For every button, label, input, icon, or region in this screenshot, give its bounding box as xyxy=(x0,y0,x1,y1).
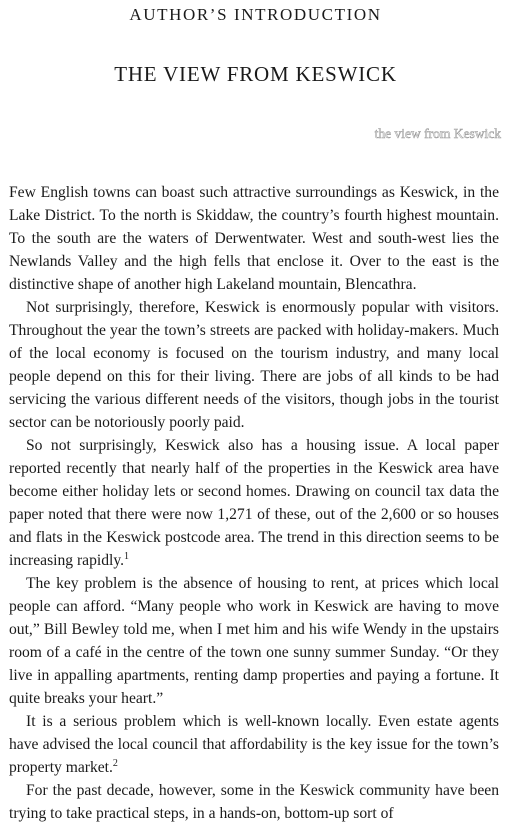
paragraph xyxy=(9,572,499,710)
paragraph-text: The key problem is the absence of housing to rent, at prices which local people can afford. “Many people who work in Keswick are having to move out,” Bill Bewley told me, when I met him and his wife Wendy in the upstairs room of a café in the centre of the town one sunny summer Sunday. “Or they live in appalling apartments, renting damp properties and paying a fortune. It quite breaks your heart.” xyxy=(9,575,499,707)
paragraph xyxy=(9,181,499,296)
chapter-title: THE VIEW FROM KESWICK xyxy=(114,62,397,86)
paragraph-text: It is a serious problem which is well-known locally. Even estate agents have advised the local council that affordability is the key issue for the town’s property market. xyxy=(9,713,499,776)
paragraph-text: So not surprisingly, Keswick also has a housing issue. A local paper reported recently that nearly half of the properties in the Keswick area have become either holiday lets or second homes. Drawing on council tax data the paper noted that there were now 1,271 of these, out of the 2,600 or so houses and flats in the Keswick postcode area. The trend in this direction seems to be increasing rapidly. xyxy=(9,437,499,569)
paragraph-text: Not surprisingly, therefore, Keswick is enormously popular with visitors. Throughout the year the town’s streets are packed with holiday-makers. Much of the local economy is focused on the tourism industry, and many local people depend on this for their living. There are jobs of all kinds to be had servicing the various different needs of the visitors, though jobs in the tourist sector can be notoriously poorly paid. xyxy=(9,299,499,431)
chapter-label: AUTHOR’S INTRODUCTION xyxy=(129,5,382,24)
paragraph xyxy=(9,779,499,825)
paragraph xyxy=(9,434,499,572)
paragraph-text: For the past decade, however, some in the Keswick community have been trying to take practical steps, in a hands-on, bottom-up sort of xyxy=(9,782,499,822)
body-text xyxy=(9,181,499,825)
paragraph xyxy=(9,296,499,434)
footnote-marker[interactable]: 2 xyxy=(112,758,118,769)
paragraph-text: Few English towns can boast such attractive surroundings as Keswick, in the Lake District. To the north is Skiddaw, the country’s fourth highest mountain. To the south are the waters of Derwentwater. West and south-west lies the Newlands Valley and the high fells that enclose it. Over to the east is the distinctive shape of another high Lakeland mountain, Blencathra. xyxy=(9,184,499,293)
paragraph xyxy=(9,710,499,779)
footnote-marker[interactable]: 1 xyxy=(124,551,130,562)
running-head: the view from Keswick xyxy=(374,126,501,141)
